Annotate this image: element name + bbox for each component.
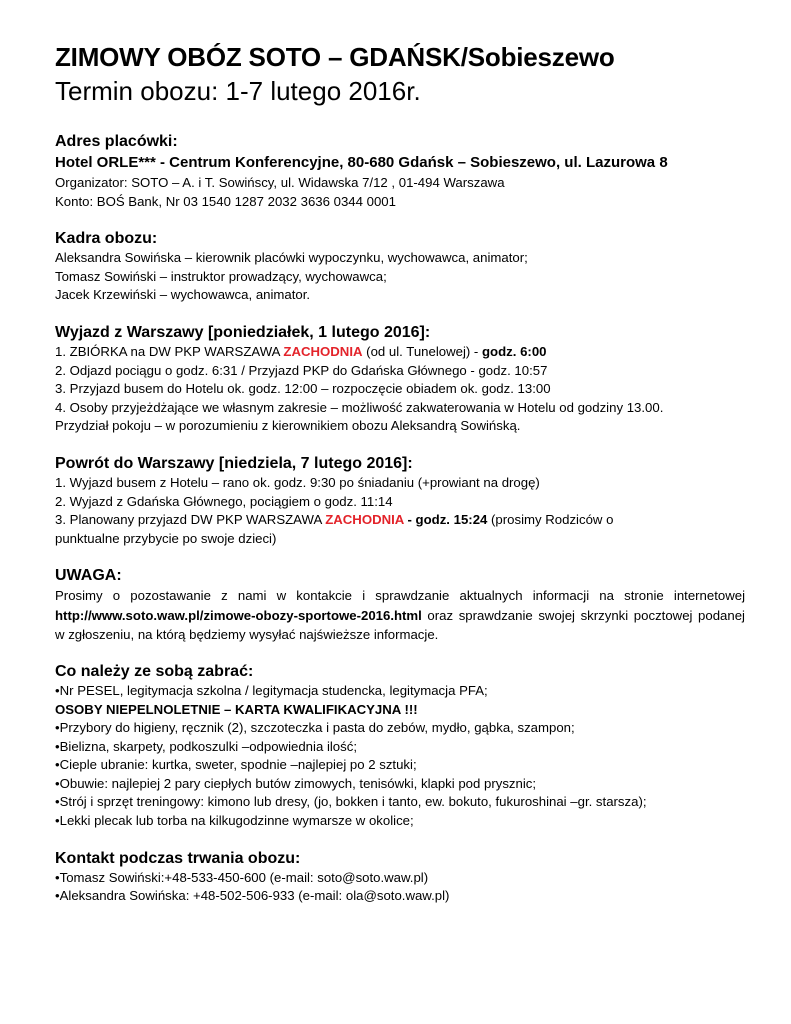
packing-item: •Przybory do higieny, ręcznik (2), szczoteczka i pasta do zebów, mydło, gąbka, szampon; xyxy=(55,720,575,736)
station-highlight: ZACHODNIA xyxy=(325,512,404,528)
document-page xyxy=(55,40,745,906)
staff-member: Aleksandra Sowińska – kierownik placówki wypoczynku, wychowawca, animator; xyxy=(55,250,528,266)
organizer-info: Organizator: SOTO – A. i T. Sowińscy, ul. Widawska 7/12 , 01-494 Warszawa xyxy=(55,175,505,190)
packing-heading: Co należy ze sobą zabrać: xyxy=(55,662,254,680)
station-highlight: ZACHODNIA xyxy=(283,343,363,359)
return-item-3: 3. Planowany przyjazd DW PKP WARSZAWA ZACHODNIA - godz. 15:24 (prosimy Rodziców o xyxy=(55,512,614,528)
return-item-3-cont: punktualne przybycie po swoje dzieci) xyxy=(55,530,277,546)
departure-item-4: 4. Osoby przyjeżdżające we własnym zakresie – możliwość zakwaterowania w Hotelu od godziny 13.00. xyxy=(55,399,664,415)
notice-text: Prosimy o pozostawanie z nami w kontakcie i sprawdzanie aktualnych informacji na stronie internetowej http://www.soto.waw.pl/zimowe-obozy-sportowe-2016.html oraz sprawdzanie swojej skrzynki pocztowej podanej w zgłoszeniu, na którą będziemy wysyłać najświeższe informacje. xyxy=(55,588,745,642)
packing-item: •Lekki plecak lub torba na kilkugodzinne wymarsze w okolice; xyxy=(55,813,414,829)
bank-account: Konto: BOŚ Bank, Nr 03 1540 1287 2032 3636 0344 0001 xyxy=(55,193,396,209)
camp-dates: Termin obozu: 1-7 lutego 2016r. xyxy=(55,76,421,106)
packing-item: •Bielizna, skarpety, podkoszulki –odpowiednia ilość; xyxy=(55,738,357,754)
contact-item: •Tomasz Sowiński:+48-533-450-600 (e-mail: soto@soto.waw.pl) xyxy=(55,869,429,885)
departure-heading: Wyjazd z Warszawy [poniedziałek, 1 lutego 2016]: xyxy=(55,323,431,341)
return-heading: Powrót do Warszawy [niedziela, 7 lutego 2016]: xyxy=(55,454,413,472)
meeting-time: godz. 6:00 xyxy=(482,343,547,359)
minors-warning: OSOBY NIEPELNOLETNIE – KARTA KWALIFIKACYJNA !!! xyxy=(55,701,418,717)
packing-item: •Obuwie: najlepiej 2 pary ciepłych butów zimowych, tenisówki, klapki pod prysznic; xyxy=(55,775,537,791)
staff-member: Tomasz Sowiński – instruktor prowadzący, wychowawca; xyxy=(55,268,387,284)
departure-item-2: 2. Odjazd pociągu o godz. 6:31 / Przyjazd PKP do Gdańska Głównego - godz. 10:57 xyxy=(55,362,548,378)
staff-heading: Kadra obozu: xyxy=(55,230,158,248)
packing-item: •Strój i sprzęt treningowy: kimono lub dresy, (jo, bokken i tanto, ew. bokuto, fukuroshinai –gr. starsza); xyxy=(55,794,647,810)
departure-item-3: 3. Przyjazd busem do Hotelu ok. godz. 12:00 – rozpoczęcie obiadem ok. godz. 13:00 xyxy=(55,381,551,397)
return-item-2: 2. Wyjazd z Gdańska Głównego, pociągiem o godz. 11:14 xyxy=(55,493,393,509)
departure-item-5: Przydział pokoju – w porozumieniu z kierownikiem obozu Aleksandrą Sowińską. xyxy=(55,418,521,434)
packing-item: •Nr PESEL, legitymacja szkolna / legitymacja studencka, legitymacja PFA; xyxy=(55,682,488,698)
staff-member: Jacek Krzewiński – wychowawca, animator. xyxy=(55,287,311,303)
departure-item-1: 1. ZBIÓRKA na DW PKP WARSZAWA ZACHODNIA (od ul. Tunelowej) - godz. 6:00 xyxy=(55,343,547,359)
hotel-address: Hotel ORLE*** - Centrum Konferencyjne, 80-680 Gdańsk – Sobieszewo, ul. Lazurowa 8 xyxy=(55,154,668,171)
contact-item: •Aleksandra Sowińska: +48-502-506-933 (e-mail: ola@soto.waw.pl) xyxy=(55,888,450,904)
website-link[interactable]: http://www.soto.waw.pl/zimowe-obozy-sportowe-2016.html xyxy=(55,607,422,623)
arrival-time: - godz. 15:24 xyxy=(403,512,488,528)
contact-heading: Kontakt podczas trwania obozu: xyxy=(55,849,301,867)
address-heading: Adres placówki: xyxy=(55,133,178,150)
page-title: ZIMOWY OBÓZ SOTO – GDAŃSK/Sobieszewo xyxy=(55,42,615,72)
return-item-1: 1. Wyjazd busem z Hotelu – rano ok. godz. 9:30 po śniadaniu (+prowiant na drogę) xyxy=(55,474,540,490)
packing-item: •Cieple ubranie: kurtka, sweter, spodnie –najlepiej po 2 sztuki; xyxy=(55,757,417,773)
notice-heading: UWAGA: xyxy=(55,567,122,585)
